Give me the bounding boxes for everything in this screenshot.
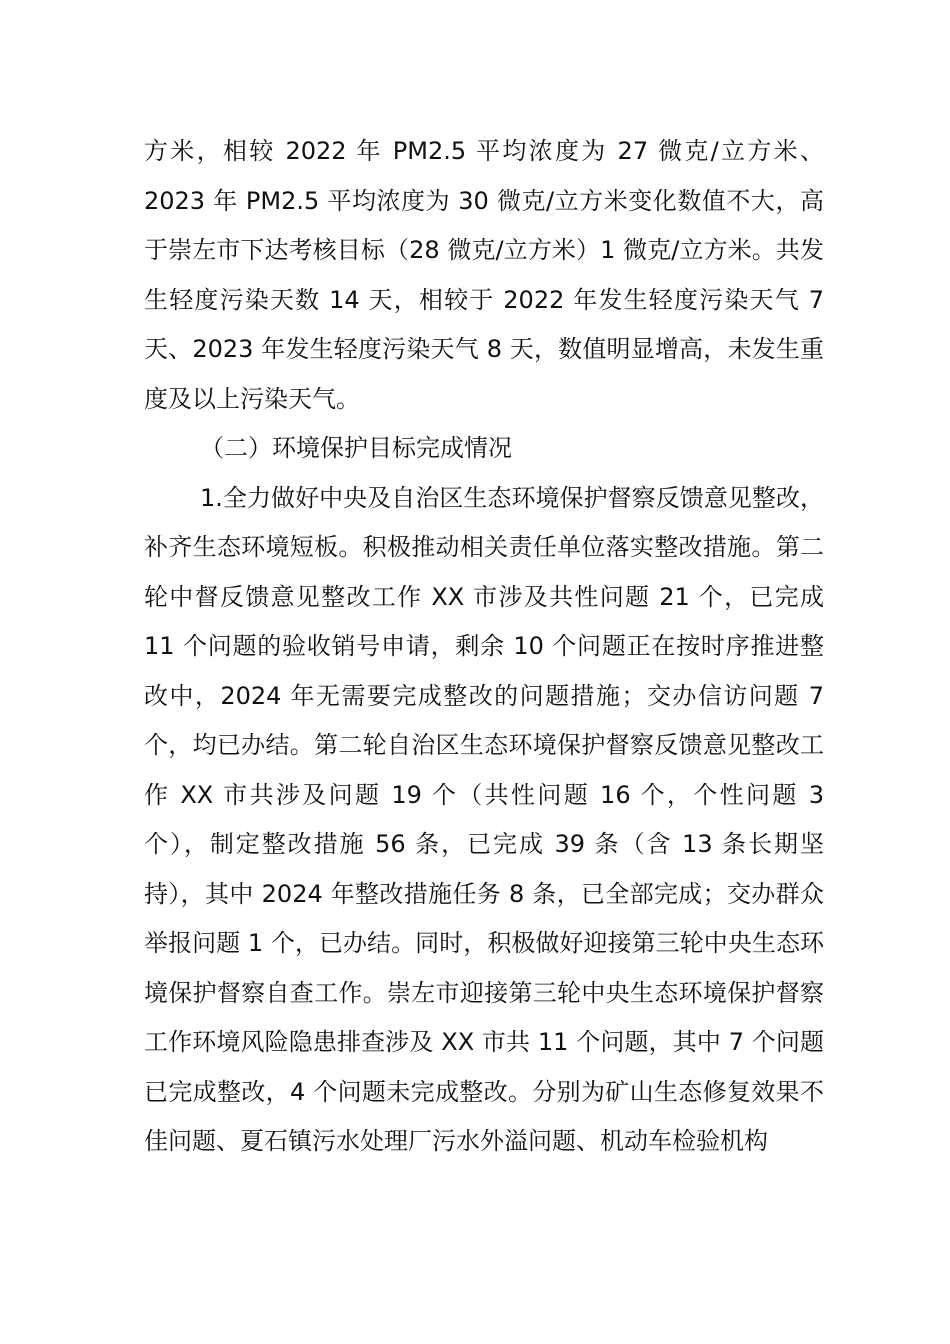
paragraph-air-quality: 方米，相较 2022 年 PM2.5 平均浓度为 27 微克/立方米、2023 年 PM2.5 平均浓度为 30 微克/立方米变化数值不大，高于崇左市下达考核目标（28 微克/立方米）1 微克/立方米。共发生轻度污染天数 14 天，相较于 2022 年发生轻度污染天气 7 天、2023 年发生轻度污染天气 8 天，数值明显增高，未发生重度及以上污染天气。 xyxy=(144,137,824,413)
document-body xyxy=(144,127,824,1167)
paragraph-inspection-rectification: 1.全力做好中央及自治区生态环境保护督察反馈意见整改，补齐生态环境短板。积极推动相关责任单位落实整改措施。第二轮中督反馈意见整改工作 XX 市涉及共性问题 21 个，已完成 11 个问题的验收销号申请，剩余 10 个问题正在按时序推进整改中，2024 年无需要完成整改的问题措施；交办信访问题 7 个，均已办结。第二轮自治区生态环境保护督察反馈意见整改工作 XX 市共涉及问题 19 个（共性问题 16 个，个性问题 3 个），制定整改措施 56 条，已完成 39 条（含 13 条长期坚持），其中 2024 年整改措施任务 8 条，已全部完成；交办群众举报问题 1 个，已办结。同时，积极做好迎接第三轮中央生态环境保护督察自查工作。崇左市迎接第三轮中央生态环境保护督察工作环境风险隐患排查涉及 XX 市共 11 个问题，其中 7 个问题已完成整改，4 个问题未完成整改。分别为矿山生态修复效果不佳问题、夏石镇污水处理厂污水外溢问题、机动车检验机构 xyxy=(144,483,824,1155)
section-heading: （二）环境保护目标完成情况 xyxy=(200,434,512,462)
